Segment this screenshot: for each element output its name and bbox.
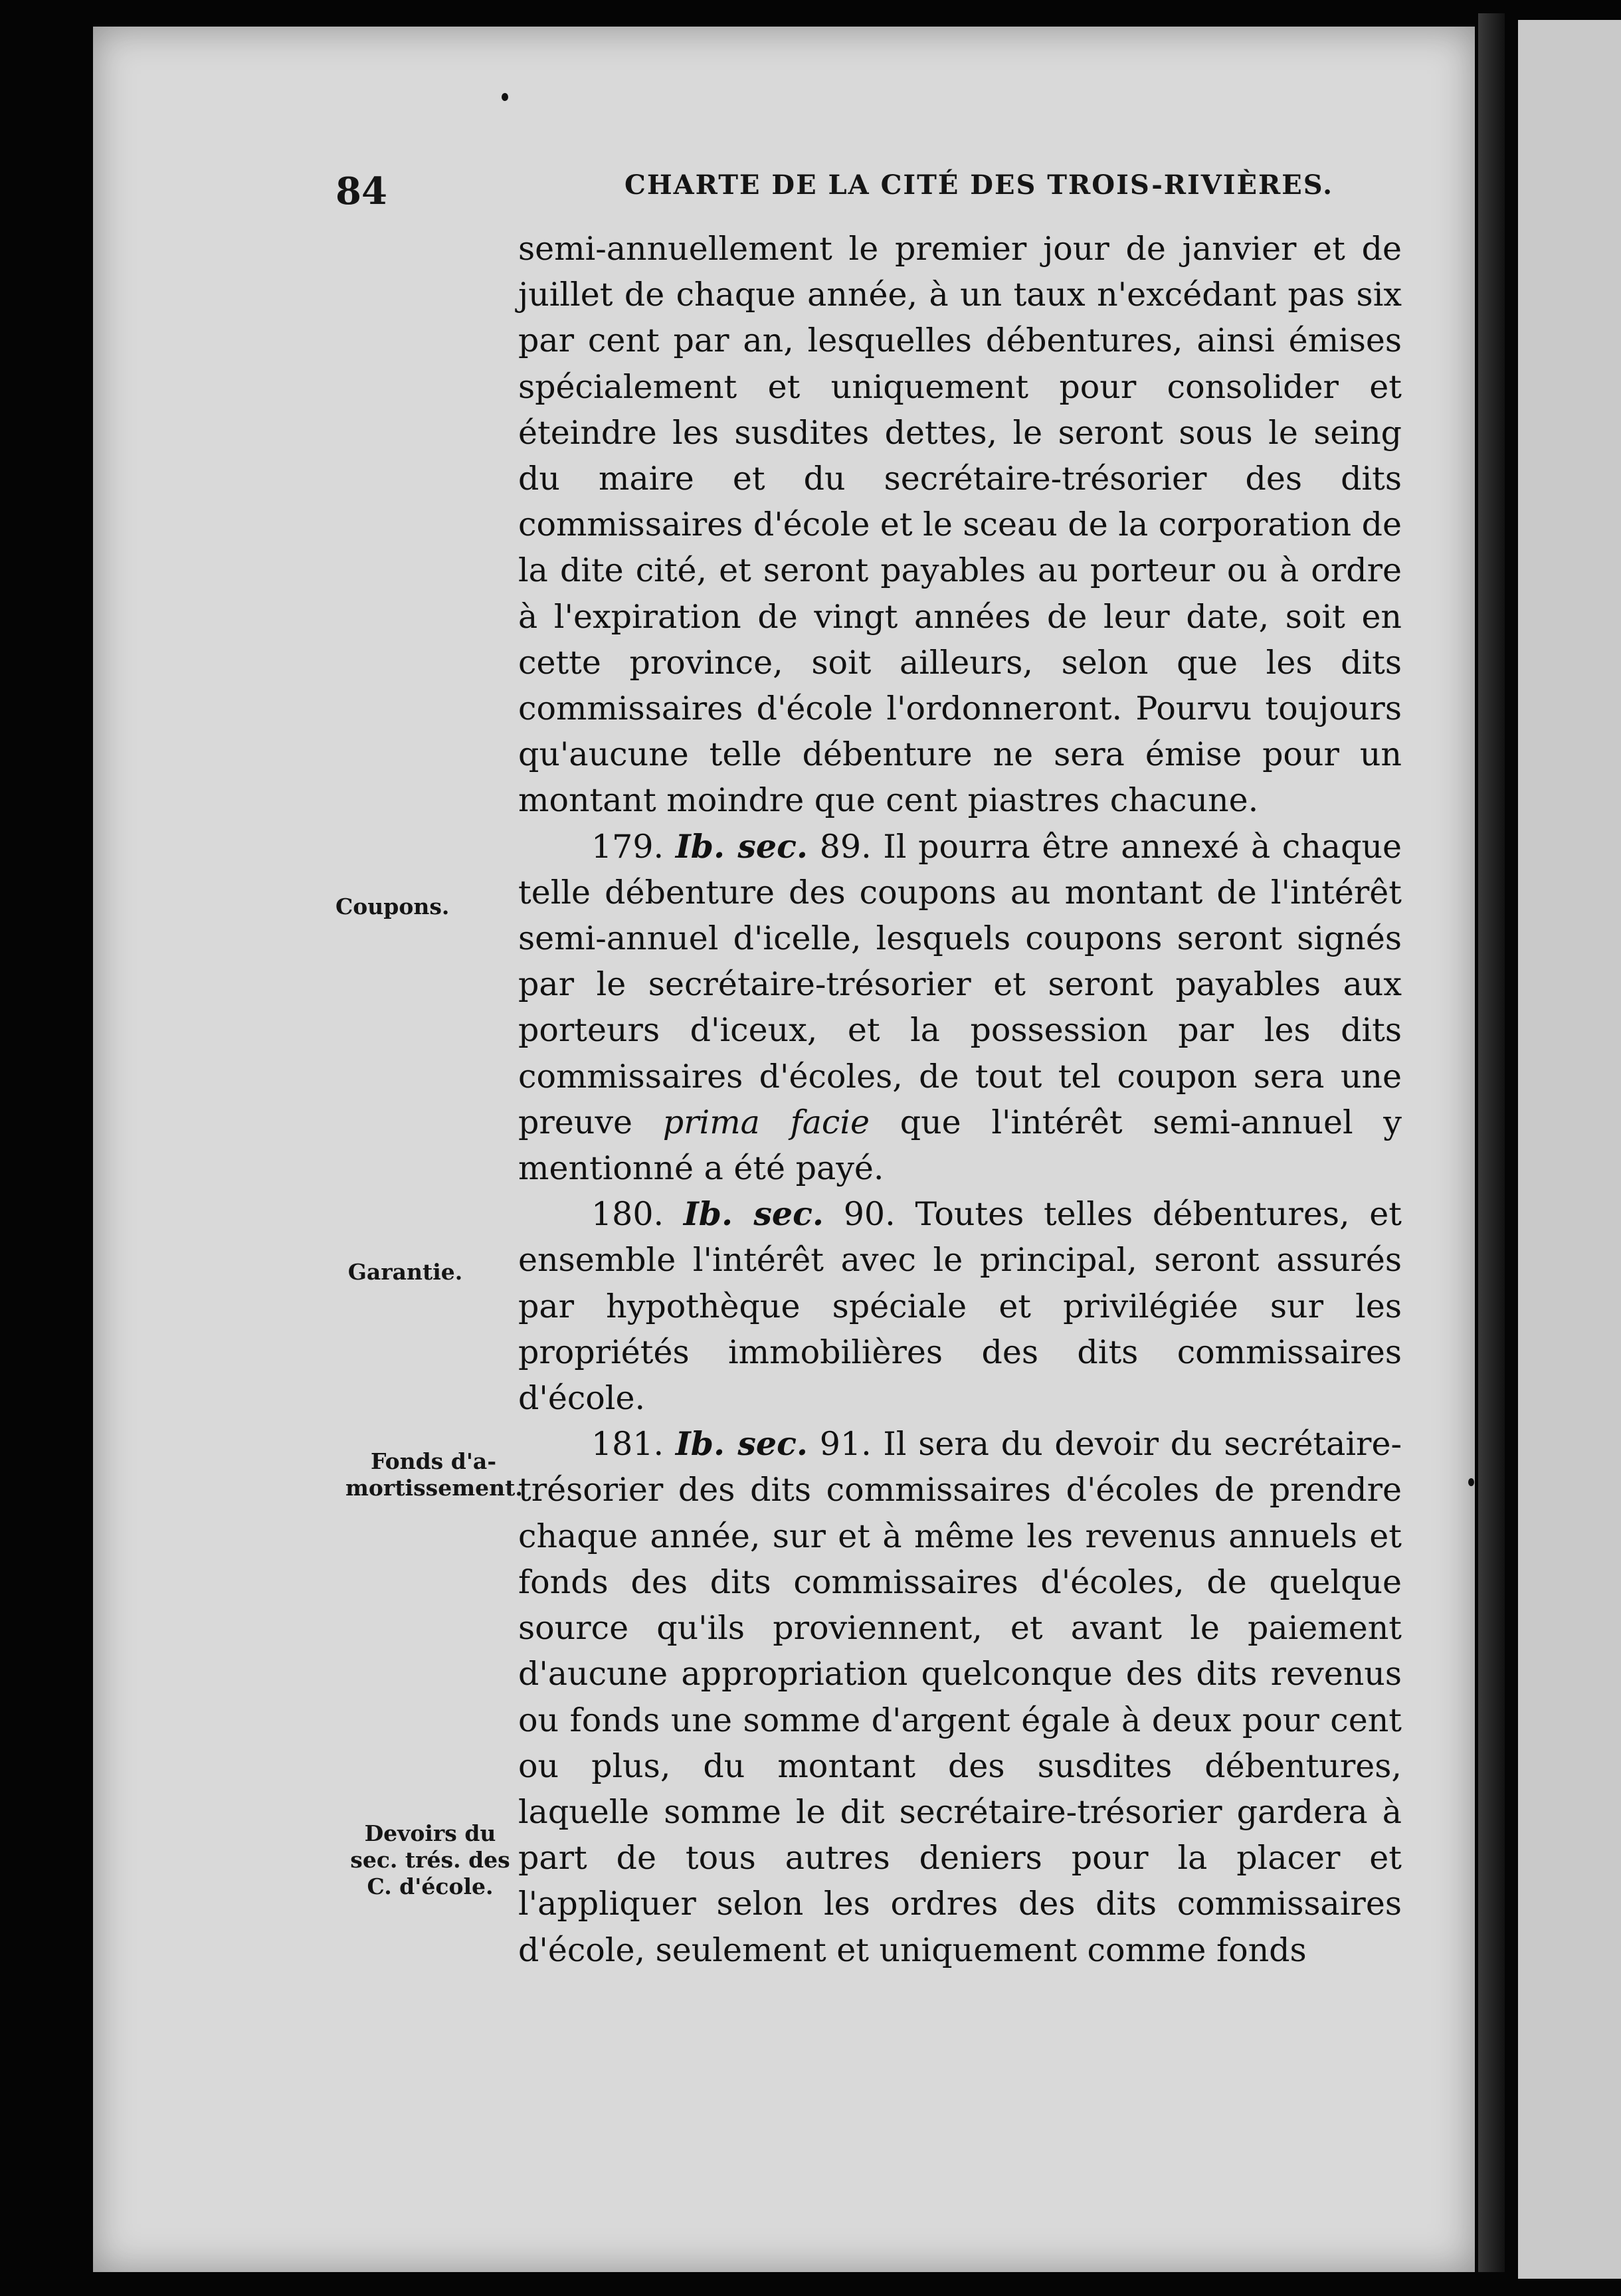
adjacent-page-strip — [1518, 20, 1621, 2279]
article-number: 180. — [591, 1195, 664, 1234]
margin-note-coupons: Coupons. — [335, 894, 450, 919]
page-number: 84 — [335, 169, 387, 213]
margin-note-devoirs: Devoirs du sec. trés. des C. d'école. — [350, 1820, 510, 1899]
paragraph-179 — [518, 824, 1402, 1192]
section-number: 89. — [819, 827, 872, 866]
section-number: 90. — [843, 1195, 896, 1234]
paragraph-text: semi-annuellement le premier jour de janvier et de juillet de chaque année, à un taux n'excédant pas six par cent par an, lesquelles débentures, ainsi émises spécialement et uniquement pour consolider et éteindre les susdites dettes, le seront sous le seing du maire et du secrétaire-trésorier des dits commissaires d'école et le sceau de la corporation de la dite cité, et seront payables au porteur ou à ordre à l'expiration de vingt années de leur date, soit en cette province, soit ailleurs, selon que les dits commissaires d'école l'ordonneront. Pourvu toujours qu'aucune telle débenture ne sera émise pour un montant moindre que cent piastres chacune. — [518, 230, 1402, 820]
paragraph-text: Toutes telles débentures, et ensemble l'intérêt avec le principal, seront assurés par hypothèque spéciale et privilégiée sur les propriétés immobilières des dits commissaires d'école. — [518, 1195, 1402, 1418]
article-number: 181. — [591, 1425, 664, 1464]
margin-note-fonds-amortissement: Fonds d'a- mortissement. — [345, 1448, 523, 1501]
paragraph-180 — [518, 1191, 1402, 1421]
page-gutter-edge — [1478, 13, 1505, 2272]
latin-phrase: prima facie — [662, 1103, 870, 1141]
paragraph-continued — [518, 226, 1402, 824]
scan-speck — [1468, 1478, 1474, 1486]
section-number: 91. — [819, 1425, 872, 1464]
running-head: CHARTE DE LA CITÉ DES TROIS-RIVIÈRES. — [624, 169, 1334, 201]
paragraph-text: Il sera du devoir du secrétaire-trésorier des dits commissaires d'écoles de prendre chaque année, sur et à même les revenus annuels et fonds des dits commissaires d'écoles, de quelque source qu'ils proviennent, et avant le paiement d'aucune appropriation quelconque des dits revenus ou fonds une somme d'argent égale à deux pour cent ou plus, du montant des susdites débentures, laquelle somme le dit secrétaire-trésorier gardera à part de tous autres deniers pour la placer et l'appliquer selon les ordres des dits commissaires d'école, seulement et uniquement comme fonds — [518, 1425, 1402, 1969]
section-reference: Ib. sec. — [675, 826, 808, 866]
article-number: 179. — [591, 827, 664, 866]
section-reference: Ib. sec. — [675, 1424, 808, 1464]
margin-note-garantie: Garantie. — [347, 1259, 463, 1285]
body-text — [518, 226, 1402, 1973]
scan-speck — [502, 93, 508, 101]
paragraph-text: que l'intérêt semi-annuel y mentionné a été payé. — [518, 1103, 1402, 1188]
paragraph-181 — [518, 1421, 1402, 1972]
paragraph-text: Il pourra être annexé à chaque telle débenture des coupons au montant de l'intérêt semi-annuel d'icelle, lesquels coupons seront signés par le secrétaire-trésorier et seront payables aux porteurs d'iceux, et la possession par les dits commissaires d'écoles, de tout tel coupon sera une preuve — [518, 827, 1402, 1141]
section-reference: Ib. sec. — [683, 1195, 824, 1234]
